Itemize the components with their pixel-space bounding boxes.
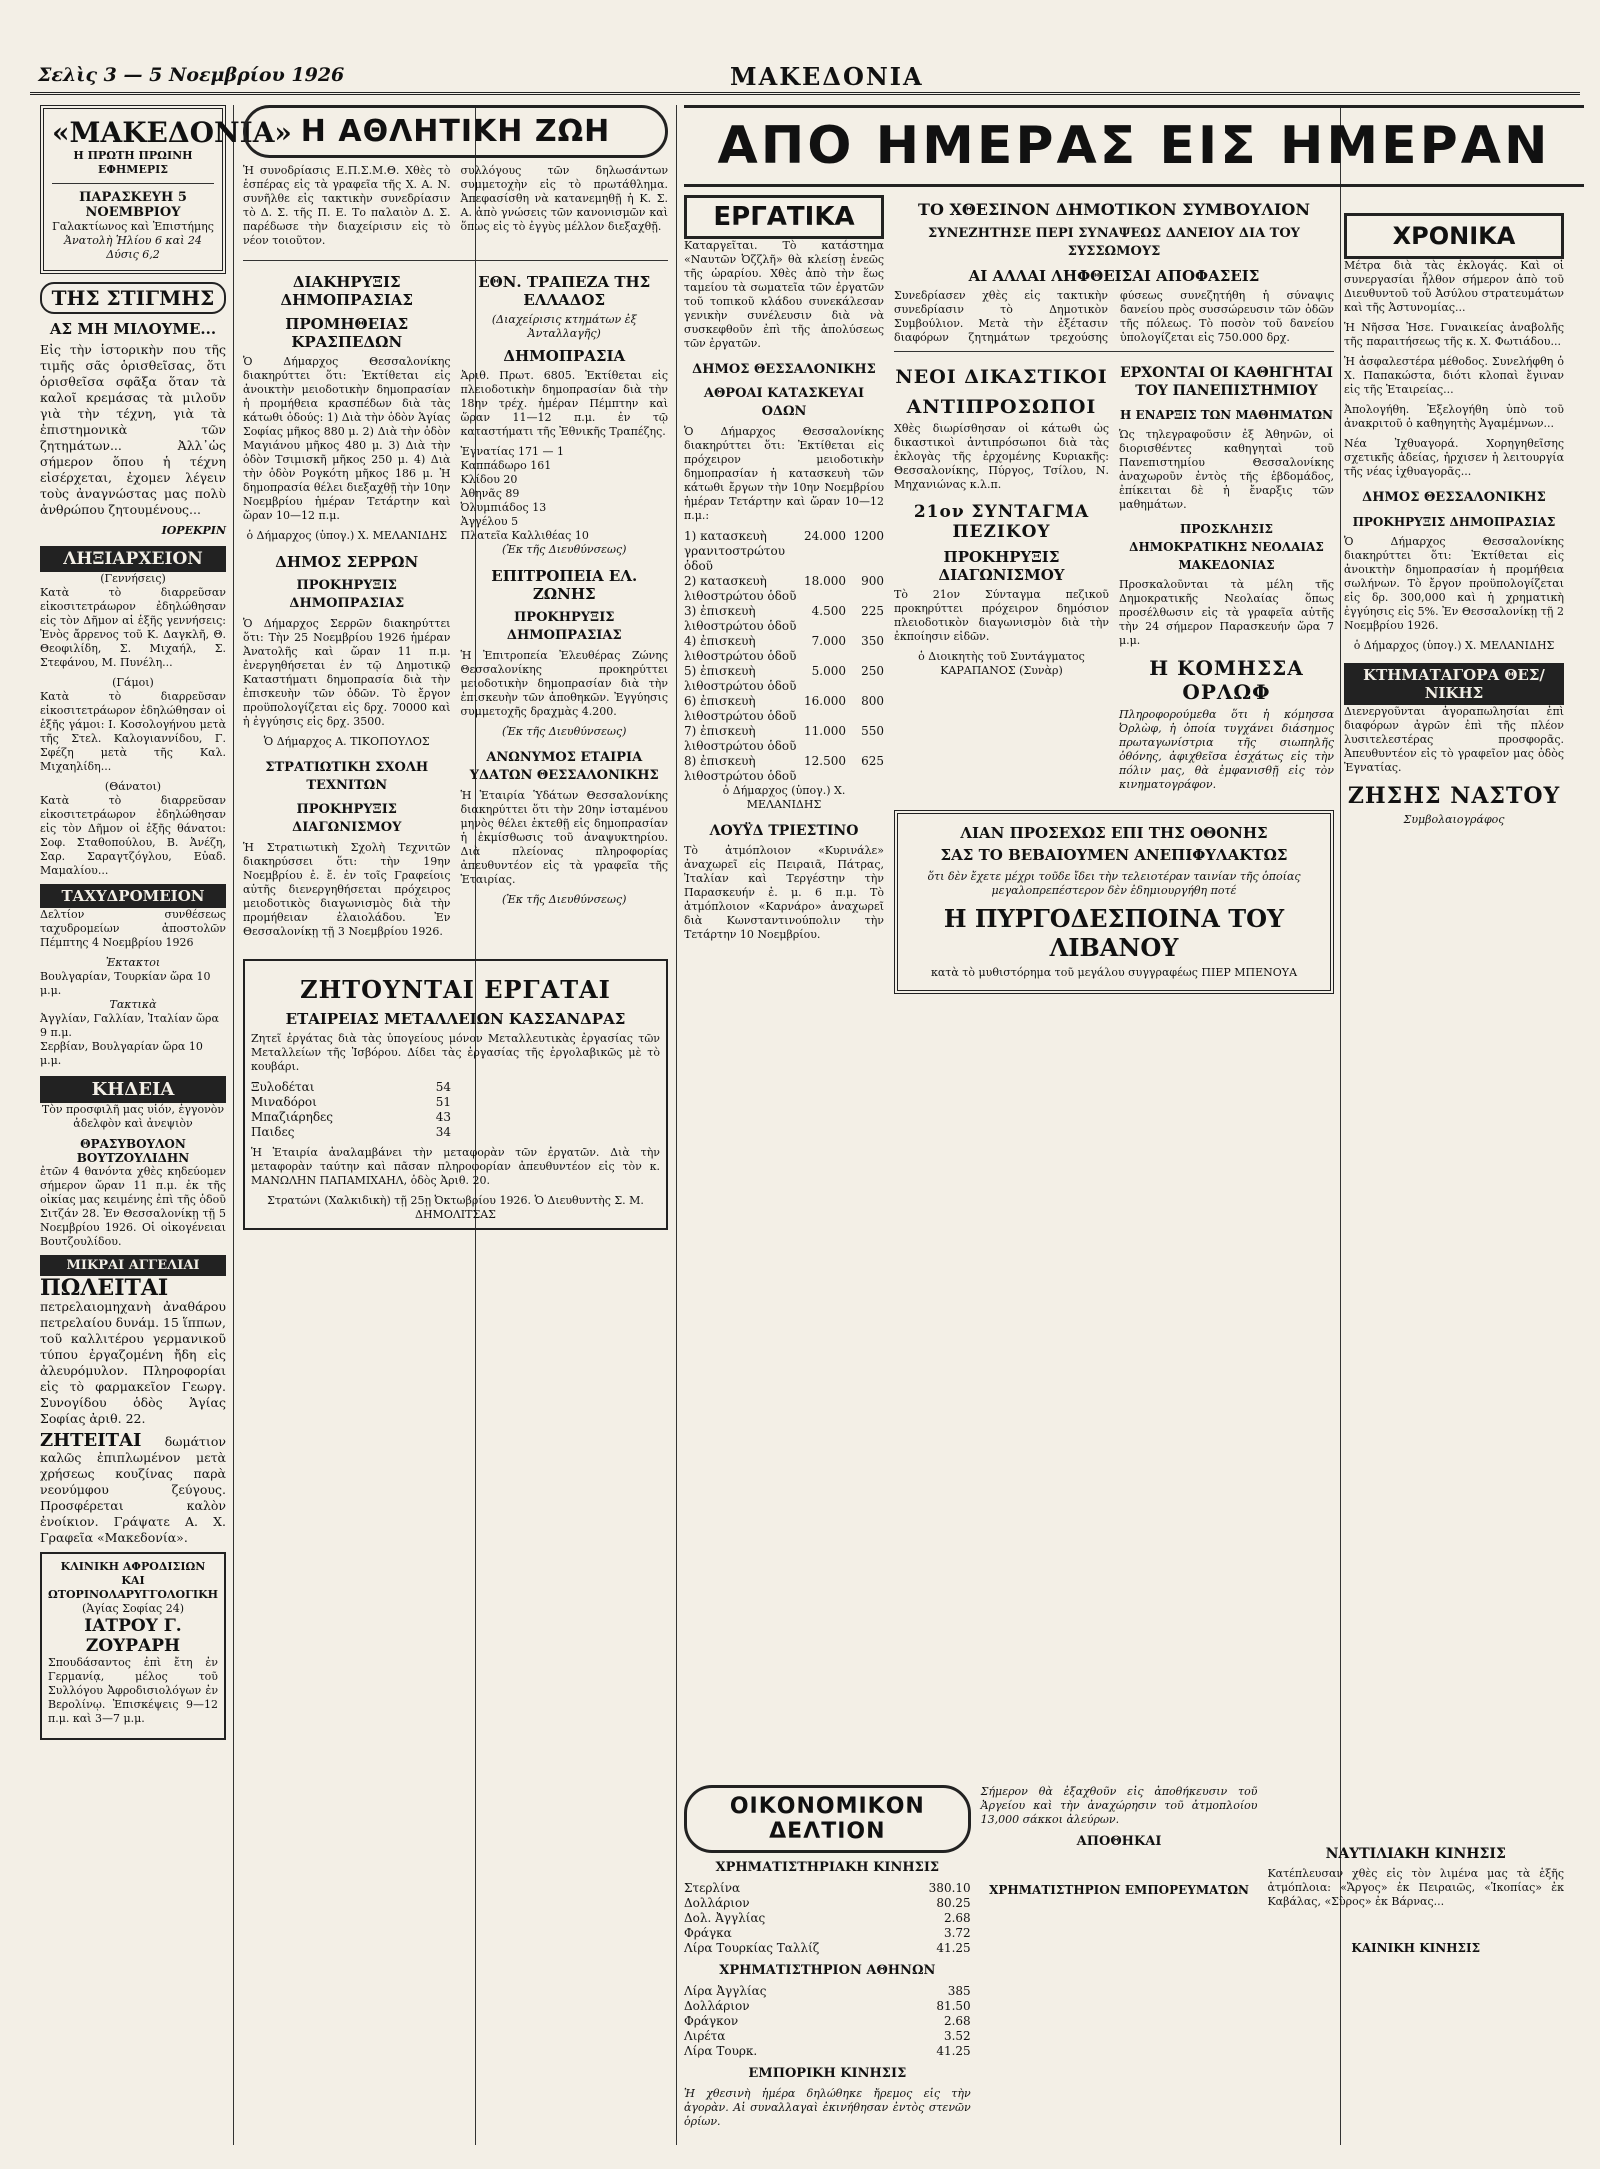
- taxydromeion-line: Ἀγγλίαν, Γαλλίαν, Ἰταλίαν ὥρα 9 π.μ.: [40, 1012, 219, 1039]
- lixiarxeion-deaths-text: Κατὰ τὸ διαρρεῦσαν εἰκοσιτετράωρον ἐδηλώθησαν εἰς τὸν Δῆμον οἱ ἑξῆς θάνατοι: Σοφ. Σταθοπούλου, Β. Ἀνέζη, Σαρ. Σαραγτζόγλου, Εὐαδ. Μαμαλίου...: [40, 794, 226, 877]
- dimos-serron-heading: ΔΗΜΟΣ ΣΕΡΡΩΝ: [275, 553, 419, 571]
- masthead-date: ΠΑΡΑΣΚΕΥΗ 5 ΝΟΕΜΒΡΙΟΥ: [79, 190, 187, 220]
- taxydromeion-line: Βουλγαρίαν, Τουρκίαν ὥρα 10 μ.μ.: [40, 970, 211, 997]
- ergatai-text-2: Ἡ Ἑταιρία ἀναλαμβάνει τὴν μεταφορὰν τῶν ἐργατῶν. Διὰ τὴν μεταφορὰν ταύτην καὶ πᾶσαν πληροφορίαν ἀπευθυντέον εἰς τὸν κ. ΜΑΝΩΛΗΝ ΠΑΠΑΜΙΧΑΗΛ, ὁδὸς Ἀριθ. 20.: [251, 1146, 660, 1187]
- xrima-row: Δολ. Ἀγγλίας 2.68: [684, 1911, 971, 1925]
- dimotiko-heading: ΤΟ ΧΘΕΣΙΝΟΝ ΔΗΜΟΤΙΚΟΝ ΣΥΜΒΟΥΛΙΟΝ: [918, 200, 1310, 219]
- dimos-thess-row: 6) ἐπισκευὴ λιθοστρώτου ὁδοῦ 16.000 800: [684, 694, 884, 723]
- lixiarxeion-births-label: (Γεννήσεις): [100, 572, 166, 585]
- kideia-heading: ΚΗΔΕΙΑ: [40, 1076, 226, 1103]
- bank-notice: [461, 267, 669, 945]
- notices-row-1: [243, 267, 668, 945]
- dimos-thess-row: 3) ἐπισκευὴ λιθοστρώτου ὁδοῦ 4.500 225: [684, 604, 884, 633]
- film-ad-line-1: ΛΙΑΝ ΠΡΟΣΕΧΩΣ ΕΠΙ ΤΗΣ ΟΘΟΝΗΣ: [960, 824, 1268, 842]
- ergatai-table: [251, 1080, 451, 1140]
- syntagma-subheading: ΠΡΟΚΗΡΥΞΙΣ ΔΙΑΓΩΝΙΣΜΟΥ: [938, 548, 1065, 584]
- column-rule: [676, 105, 677, 2145]
- dikastikoi-notice: [894, 358, 1109, 798]
- epitropi-heading: ΕΠΙΤΡΟΠΕΙΑ ΕΛ. ΖΩΝΗΣ: [491, 567, 638, 603]
- taxydromeion-heading: ΤΑΧΥΔΡΟΜΕΙΟΝ: [40, 884, 226, 908]
- dikastikoi-subheading: ΑΝΤΙΠΡΟΣΩΠΟΙ: [906, 396, 1097, 418]
- bank-line: Κλίδου 20: [460, 473, 518, 486]
- masthead-title: «ΜΑΚΕΔΟΝΙΑ»: [52, 116, 292, 149]
- dikastikoi-heading: ΝΕΟΙ ΔΙΚΑΣΤΙΚΟΙ: [895, 366, 1108, 388]
- dimos-thess-2-subheading: ΠΡΟΚΗΡΥΞΙΣ ΔΗΜΟΠΡΑΣΙΑΣ: [1352, 515, 1556, 529]
- syntagma-text: Τὸ 21ον Σύνταγμα πεζικοῦ προκηρύττει πρόχειρον δημόσιον πλειοδοτικὸν διαγωνισμὸν διὰ τὴν ἐκποίησιν εἰδῶν.: [894, 588, 1109, 643]
- center-notices: [894, 358, 1334, 798]
- ergatai-signature: Στρατώνι (Χαλκιδικὴ) τῇ 25ῃ Ὀκτωβρίου 1926. Ὁ Διευθυντὴς Σ. Μ. ΔΗΜΟΛΙΤΣΑΣ: [267, 1194, 644, 1221]
- bank-line: Καππάδωρο 161: [460, 459, 552, 472]
- ergatai-ad: [243, 959, 668, 1230]
- xrima-row: Λίρα Τουρκίας Ταλλίζ 41.25: [684, 1941, 971, 1955]
- mikrai-aggeliai-heading: ΜΙΚΡΑΙ ΑΓΓΕΛΙΑΙ: [40, 1255, 226, 1276]
- neolaia-text: Προσκαλοῦνται τὰ μέλη τῆς Δημοκρατικῆς Νεολαίας ὅπως προσέλθωσιν εἰς τὰ γραφεῖα αὐτῆς τὴν 24 σήμερον Παρασκευήν ὥρα 7 μ.μ.: [1119, 578, 1334, 647]
- film-ad-title: Η ΠΥΡΓΟΔΕΣΠΟΙΝΑ ΤΟΥ ΛΙΒΑΝΟΥ: [943, 904, 1285, 962]
- epitropi-signature: (Ἐκ τῆς Διευθύνσεως): [502, 725, 627, 738]
- masthead-sun: Ἀνατολὴ Ἡλίου 6 καὶ 24 Δύσις 6,2: [64, 234, 202, 261]
- xrima-row: Φράγκα 3.72: [684, 1926, 971, 1940]
- chronika-text: Ἡ Νῆσσα Ἠσε. Γυναικείας ἀναβολῆς τῆς παραιτήσεως τῆς κ. Χ. Φωτιάδου...: [1344, 321, 1564, 348]
- ergatika-heading: ΕΡΓΑΤΙΚΑ: [684, 195, 884, 239]
- kathigitai-text: Ὡς τηλεγραφοῦσιν ἐξ Ἀθηνῶν, οἱ διορισθέντες καθηγηταὶ τοῦ Πανεπιστημίου Θεσσαλονίκης ἀναχωροῦν ἐντὸς τῆς ἑβδομάδος, ἐπίκειται δὲ ἡ ἔναρξις τῶν μαθημάτων.: [1119, 428, 1334, 511]
- athens-row: Δολλάριον 81.50: [684, 1999, 971, 2013]
- stratiotiki-heading: ΣΤΡΑΤΙΩΤΙΚΗ ΣΧΟΛΗ ΤΕΧΝΙΤΩΝ: [265, 760, 429, 793]
- zitei-label: ΖΗΤΕΙΤΑΙ: [40, 1430, 142, 1451]
- dimotiko-subheading-2: ΑΙ ΑΛΛΑΙ ΛΗΦΘΕΙΣΑΙ ΑΠΟΦΑΣΕΙΣ: [968, 267, 1260, 285]
- paper-name: ΜΑΚΕΔΟΝΙΑ: [730, 62, 924, 91]
- oik-middle-text: Σήμερον θὰ ἐξαχθοῦν εἰς ἀποθήκευσιν τοῦ Ἀργείου καὶ τὴν ἀναχώρησιν τοῦ ἀτμοπλοίου 13,000 σάκκοι ἀλεύρων.: [980, 1785, 1258, 1826]
- nautiliaki-heading: ΝΑΥΤΙΛΙΑΚΗ ΚΙΝΗΣΙΣ: [1325, 1846, 1506, 1862]
- xrima-heading: ΧΡΗΜΑΤΙΣΤΗΡΙΑΚΗ ΚΙΝΗΣΙΣ: [715, 1860, 940, 1875]
- lixiarxeion-deaths-label: (Θάνατοι): [104, 780, 162, 793]
- diakiryxis-notice: [243, 267, 451, 945]
- lixiarxeion-births-text: Κατὰ τὸ διαρρεῦσαν εἰκοσιτετράωρον ἐδηλώθησαν εἰς τὸν Δῆμον αἱ ἑξῆς γεννήσεις: Ἐνὸς ἄρρενος τοῦ Κ. Δαγκλῆ, Θ. Θεοφιλίδη, Σ. Μιχαήλ, Σ. Στεφάνου, Μ. Πυνέλη...: [40, 586, 226, 669]
- athletics-text-a: Ἡ συνοδρίασις Ε.Π.Σ.Μ.Θ. Χθὲς τὸ ἑσπέρας εἰς τὰ γραφεῖα τῆς Χ. Α. Ν. συνῆλθε εἰς τακτικὴν συνεδρίασιν τὸ Δ. Σ. τῆς Π. Ε. Το παλαιὸν Δ. Σ. παρέδωσε τὴν διαχείρισιν εἰς τὸ νέον τοιοῦτον.: [243, 164, 451, 247]
- athens-row: Λιρέτα 3.52: [684, 2029, 971, 2043]
- column-2: [243, 105, 668, 1236]
- dimos-thess-2-heading: ΔΗΜΟΣ ΘΕΣΣΑΛΟΝΙΚΗΣ: [1362, 490, 1546, 505]
- column-1: [40, 105, 292, 1746]
- masthead-box: [40, 105, 292, 274]
- dimos-thess-row: 2) κατασκευὴ λιθοστρώτου ὁδοῦ 18.000 900: [684, 574, 884, 603]
- athens-row: Λίρα Τουρκ. 41.25: [684, 2044, 971, 2058]
- chronika-column: [1344, 195, 1564, 994]
- clinic-address: (Ἁγίας Σοφίας 24): [82, 1602, 184, 1615]
- oikonomikon-row: [684, 1785, 1564, 2135]
- ergatai-subheading: ΕΤΑΙΡΕΙΑΣ ΜΕΤΑΛΛΕΙΩΝ ΚΑΣΣΑΝΔΡΑΣ: [285, 1010, 626, 1028]
- orlof-heading: Η ΚΟΜΗΣΣΑ ΟΡΛΩΦ: [1149, 656, 1304, 704]
- bank-demoprasia: ΔΗΜΟΠΡΑΣΙΑ: [503, 347, 626, 365]
- ergatai-row: Μπαζιάρηδες 43: [251, 1110, 451, 1124]
- lloyd-text: Τὸ ἀτμόπλοιον «Κυρινάλε» ἀναχωρεῖ εἰς Πειραιᾶ, Πάτρας, Ἰταλίαν καὶ Τεργέστην τὴν Παρασκευήν ἐ. μ. 6 π.μ. Τὸ ἀτμόπλοιον «Καρνάρο» ἀναχωρεῖ διὰ Κωνσταντινούπολιν τὴν Τετάρτην 10 Νοεμβρίου.: [684, 844, 884, 941]
- emporiki-text: Ἡ χθεσινὴ ἡμέρα δηλώθηκε ἤρεμος εἰς τὴν ἀγορὰν. Αἱ συναλλαγαὶ ἐκινήθησαν ἐντὸς στενῶν ὁρίων.: [684, 2087, 971, 2128]
- taxydromeion-line: Σερβίαν, Βουλγαρίαν ὥρα 10 μ.μ.: [40, 1040, 203, 1067]
- stigmi-signature: ΙΟΡΕΚΡΙΝ: [161, 524, 226, 537]
- oikonomikon-section: [684, 1785, 1564, 2135]
- ergatika-text: Καταργεῖται. Τὸ κατάστημα «Ναυτῶν Ὀζζλῆ» θὰ κλείσῃ ἐνεῶς τῆς ὡραρίου. Χθὲς ἀπὸ τὴν ἕως ταμείου τὰ σωματεῖα τῶν ἐργατῶν τοῦ τοπικοῦ κλάδου συνεκάλεσαν γενικὴν συνέλευσιν διὰ νὰ συσκεφθοῦν ἐπὶ τῆς ἀπολύσεως τῶν ἐργατῶν.: [684, 239, 884, 350]
- taxydromeion-sub: Ἐκτακτοι: [105, 956, 161, 969]
- kathigitai-heading: ΕΡΧΟΝΤΑΙ ΟΙ ΚΑΘΗΓΗΤΑΙ ΤΟΥ ΠΑΝΕΠΙΣΤΗΜΙΟΥ: [1120, 365, 1333, 399]
- serron-signature: Ὁ Δήμαρχος Α. ΤΙΚΟΠΟΥΛΟΣ: [263, 735, 430, 748]
- apo-imeras-banner: ΑΠΟ ΗΜΕΡΑΣ ΕΙΣ ΗΜΕΡΑΝ: [684, 105, 1584, 187]
- ergatai-heading: ΖΗΤΟΥΝΤΑΙ ΕΡΓΑΤΑΙ: [300, 975, 611, 1004]
- bank-subheading: (Διαχείρισις κτημάτων ἐξ Ἀνταλλαγῆς): [491, 313, 637, 340]
- athens-row: Φράγκον 2.68: [684, 2014, 971, 2028]
- ergatai-row: Παιδες 34: [251, 1125, 451, 1139]
- dimos-thess-row: 8) ἐπισκευὴ λιθοστρώτου ὁδοῦ 12.500 625: [684, 754, 884, 783]
- dimos-thess-text: Ὁ Δήμαρχος Θεσσαλονίκης διακηρύττει ὅτι: Ἐκτίθεται εἰς πρόχειρον μειοδοτικὴν δημοπρασίαν ἡ κατασκευὴ τῶν κάτωθι ἔργων τὴν 10ην Νοεμβρίου ἡμέραν Τετάρτην καὶ ὥραν 10—12 π.μ.:: [684, 425, 884, 522]
- xrima-row: Στερλίνα 380.10: [684, 1881, 971, 1895]
- film-ad-author: κατὰ τὸ μυθιστόρημα τοῦ μεγάλου συγγραφέως ΠΙΕΡ ΜΠΕΝΟΥΑ: [930, 966, 1298, 979]
- dimos-thess-2-signature: ὁ Δήμαρχος (ὑπογ.) Χ. ΜΕΛΑΝΙΔΗΣ: [1353, 639, 1555, 652]
- taxydromeion-line: Τακτικὰ: [109, 998, 157, 1011]
- film-ad: [894, 810, 1334, 994]
- serron-text: Ὁ Δήμαρχος Σερρῶν διακηρύττει ὅτι: Τὴν 25 Νοεμβρίου 1926 ἡμέραν Ἀνατολῆς καὶ ὥραν 11 π.μ. ἐνεργηθήσεται ἐν τῷ Δημοτικῷ Καταστήματι δημοπρασία διὰ τὴν ἐπισκευὴν τῶν ὁδῶν. Τὸ ἔργον προϋπολογίζεται εἰς δρχ. 70000 καὶ ἡ ἐγγύησις εἰς δρχ. 3500.: [243, 617, 451, 728]
- chronika-text: Μέτρα διὰ τὰς ἐκλογάς. Καὶ οἱ συνεργασίαι ἦλθον σήμερον ἀπὸ τοῦ Διευθυντοῦ τοῦ Ἀσύλου στρατευμάτων καὶ τῆς Ἀστυνομίας...: [1344, 259, 1564, 314]
- dimos-thess-2-text: Ὁ Δήμαρχος Θεσσαλονίκης διακηρύττει ὅτι: Ἐκτίθεται εἰς ἀνοικτὴν δημοπρασίαν ἡ προμήθεια σωλήνων. Τὸ ἔργον προϋπολογίζεται εἰς δρ. 300,000 καὶ ἡ χρηματικὴ ἐγγύησις εἰς 5%. Ἐν Θεσσαλονίκῃ τῇ 2 Νοεμβρίου 1926.: [1344, 535, 1564, 632]
- neolaia-heading: ΠΡΟΣΚΛΗΣΙΣ ΔΗΜΟΚΡΑΤΙΚΗΣ ΝΕΟΛΑΙΑΣ ΜΑΚΕΔΟΝΙΑΣ: [1129, 522, 1324, 572]
- taxydromeion-text: Δελτίον συνθέσεως ταχυδρομείων ἀποστολῶν Πέμπτης 4 Νοεμβρίου 1926: [40, 908, 226, 949]
- kathigitai-notice: [1119, 358, 1334, 798]
- ergatai-row: Ξυλοδέται 54: [251, 1080, 451, 1094]
- stigmi-subheading: ΑΣ ΜΗ ΜΙΛΟΥΜΕ...: [49, 320, 217, 338]
- syntagma-heading: 21ον ΣΥΝΤΑΓΜΑ ΠΕΖΙΚΟΥ: [913, 502, 1090, 542]
- stigmi-heading: ΤΗΣ ΣΤΙΓΜΗΣ: [40, 282, 226, 314]
- masthead-saints: Γαλακτίωνος καὶ Ἐπιστήμης: [52, 220, 214, 233]
- kainiki-heading: ΚΑΙΝΙΚΗ ΚΙΝΗΣΙΣ: [1351, 1941, 1481, 1955]
- bank-line: Ἀθηνᾶς 89: [460, 487, 520, 500]
- athens-heading: ΧΡΗΜΑΤΙΣΤΗΡΙΟΝ ΑΘΗΝΩΝ: [719, 1963, 936, 1978]
- kideia-text-2: ἐτῶν 4 θανόντα χθὲς κηδεύομεν σήμερον ὥραν 11 π.μ. ἐκ τῆς οἰκίας μας κειμένης ἐπὶ τῆς ὁδοῦ Σιτζάν 28. Ἐν Θεσσαλονίκῃ τῇ 5 Νοεμβρίου 1926. Οἱ οἰκογένειαι Βουτζουλίδου.: [40, 1165, 226, 1248]
- kathigitai-subheading: Η ΕΝΑΡΞΙΣ ΤΩΝ ΜΑΘΗΜΑΤΩΝ: [1120, 408, 1333, 422]
- poleitai-ad: [40, 1275, 227, 1427]
- bank-line: Πλατεῖα Καλλιθέας 10: [460, 529, 589, 542]
- epitropi-text: Ἡ Ἐπιτροπεία Ἐλευθέρας Ζώνης Θεσσαλονίκης προκηρύττει μειοδοτικὴν δημοπρασίαν διὰ τὴν ἐπισκευὴν τῶν ἀποθηκῶν. Ἐγγύησις συμμετοχῆς δραχμὰς 4.200.: [460, 649, 668, 718]
- film-ad-line-2: ΣΑΣ ΤΟ ΒΕΒΑΙΟΥΜΕΝ ΑΝΕΠΙΦΥΛΑΚΤΩΣ: [940, 846, 1288, 864]
- dimos-thess-row: 5) ἐπισκευὴ λιθοστρώτου ὁδοῦ 5.000 250: [684, 664, 884, 693]
- dimos-thess-subheading: ΑΘΡΟΑΙ ΚΑΤΑΣΚΕΥΑΙ ΟΔΩΝ: [703, 386, 865, 419]
- orlof-text: Πληροφορούμεθα ὅτι ἡ κόμησσα Ὀρλὼφ, ἡ ὁποία τυγχάνει διάσημος πρωταγωνίστρια τῆς σιωπηλῆς ὀθόνης, ἀφιχθεῖσα ἐσχάτως εἰς τὴν πόλιν μας, θὰ ἐμφανισθῇ εἰς τὸν κινηματογράφον.: [1119, 708, 1334, 791]
- page-label: Σελὶς 3 — 5 Νοεμβρίου 1926: [38, 64, 345, 86]
- dimos-thess-row: 1) κατασκευὴ γρανιτοστρώτου ὁδοῦ 24.000 1200: [684, 529, 884, 573]
- dimos-thess-row: 7) ἐπισκευὴ λιθοστρώτου ὁδοῦ 11.000 550: [684, 724, 884, 753]
- ktimatagora-heading: ΚΤΗΜΑΤΑΓΟΡΑ ΘΕΣ/ΝΙΚΗΣ: [1344, 663, 1564, 705]
- diakiryxis-subheading: ΠΡΟΜΗΘΕΙΑΣ ΚΡΑΣΠΕΔΩΝ: [285, 315, 409, 351]
- zisis-name: ΖΗΣΗΣ ΝΑΣΤΟΥ: [1347, 783, 1561, 809]
- lixiarxeion-weddings-label: (Γάμοι): [112, 676, 154, 689]
- serron-subheading: ΠΡΟΚΗΡΥΞΙΣ ΔΗΜΟΠΡΑΣΙΑΣ: [289, 578, 405, 611]
- lixiarxeion-weddings-text: Κατὰ τὸ διαρρεῦσαν εἰκοσιτετράωρον ἐδηλώθησαν οἱ ἑξῆς γάμοι: Ι. Κοσολογήνου μετὰ τῆς Στελ. Καλογιαννίδου, Γ. Σφέζη μετὰ τῆς Καλ. Μιχαηλίδη...: [40, 690, 226, 773]
- bank-text: Ἀριθ. Πρωτ. 6805. Ἐκτίθεται εἰς πλειοδοτικὴν δημοπρασίαν διὰ τὴν 18ην τρέχ. ἡμέραν Πέμπτην καὶ ὥραν 11—12 π.μ. ἐν τῷ καταστήματι τῆς Ἐθνικῆς Τραπέζης.: [460, 369, 668, 438]
- athletics-text-b: συλλόγους τῶν δηλωσάντων συμμετοχὴν εἰς τὸ πρωτάθλημα. Ἀπεφασίσθη νὰ κατανεμηθῇ ἡ Κ. Σ. Α. ἀπὸ γνώσεις τῶν κανονισμῶν καὶ ὅπως εἰς τὸ ἐγγὺς μέλλον διεξαχθῇ.: [460, 164, 668, 233]
- bank-line: Ὀλυμπιάδος 13: [460, 501, 547, 514]
- emporevm-heading: ΧΡΗΜΑΤΙΣΤΗΡΙΟΝ ΕΜΠΟΡΕΥΜΑΤΩΝ: [989, 1883, 1250, 1897]
- emporiki-heading: ΕΜΠΟΡΙΚΗ ΚΙΝΗΣΙΣ: [748, 2066, 907, 2081]
- diakiryxis-signature: ὁ Δήμαρχος (ὑπογ.) Χ. ΜΕΛΑΝΙΔΗΣ: [246, 529, 448, 542]
- ydaton-signature: (Ἐκ τῆς Διευθύνσεως): [502, 893, 627, 906]
- zitei-ad: [40, 1430, 226, 1546]
- bank-heading: ΕΘΝ. ΤΡΑΠΕΖΑ ΤΗΣ ΕΛΛΑΔΟΣ: [478, 273, 651, 309]
- dimos-thess-row: 4) ἐπισκευὴ λιθοστρώτου ὁδοῦ 7.000 350: [684, 634, 884, 663]
- stigmi-text: Εἰς τὴν ἱστορικὴν που τῆς τιμῆς σᾶς ὁρισθεῖσας, ὅτι ὁρισθεῖσα σφᾶξα ὅταν τὰ καλοῖ κρεμάσας τὰ μιλοῦν γιὰ τὴν τέχνη, γιὰ τὰ ἐπιστημονικὰ τῶν ζητημάτων... Ἀλλ᾽ὡς σήμερον ὅπου ἡ τέχνη εἰσέρχεται, ἐχομεν λέγειν τοὺς ἀναγνώστας μας πολὺ ἀνθρώπου ζητουμένους...: [40, 342, 226, 517]
- xrima-row: Δολλάριον 80.25: [684, 1896, 971, 1910]
- dimotiko-subheading: ΣΥΝΕΖΗΤΗΣΕ ΠΕΡΙ ΣΥΝΑΨΕΩΣ ΔΑΝΕΙΟΥ ΔΙΑ ΤΟΥ ΣΥΣΣΩΜΟΥΣ: [928, 226, 1300, 259]
- center-news-column: [894, 195, 1334, 994]
- chronika-text: Νέα Ἰχθυαγορά. Χορηγηθεῖσης σχετικῆς ἀδείας, ἠρχισεν ἡ λειτουργία τῆς νέας ἰχθυαγορᾶς...: [1344, 437, 1564, 478]
- chronika-text: Ἀπολογήθη. Ἐξελογήθη ὑπὸ τοῦ ἀνακριτοῦ ὁ καθηγητὴς Ἀγαμέμνων...: [1344, 403, 1564, 430]
- stratiotiki-subheading: ΠΡΟΚΗΡΥΞΙΣ ΔΙΑΓΩΝΙΣΜΟΥ: [292, 802, 402, 835]
- stratiotiki-text: Ἡ Στρατιωτικὴ Σχολὴ Τεχνιτῶν διακηρύσσει ὅτι: τὴν 19ην Νοεμβρίου ἐ. ἔ. ἐν τοῖς Γραφείοις αὐτῆς διενεργηθήσεται πρόχειρος μειοδοτικὸς διαγωνισμὸς διὰ τὴν προμήθειαν ἐλαιολάδου. Ἐν Θεσσαλονίκῃ τῇ 3 Νοεμβρίου 1926.: [243, 841, 451, 938]
- kideia-name: ΘΡΑΣΥΒΟΥΛΟΝ ΒΟΥΤΖΟΥΛΙΔΗΝ: [76, 1137, 190, 1165]
- ergatai-row: Μιναδόροι 51: [251, 1095, 451, 1109]
- dimos-thess-heading: ΔΗΜΟΣ ΘΕΣΣΑΛΟΝΙΚΗΣ: [692, 362, 876, 377]
- clinic-ad: [40, 1552, 226, 1740]
- ydaton-heading: ΑΝΩΝΥΜΟΣ ΕΤΑΙΡΙΑ ΥΔΑΤΩΝ ΘΕΣΣΑΛΟΝΙΚΗΣ: [469, 750, 659, 783]
- dikastikoi-text: Χθὲς διωρίσθησαν οἱ κάτωθι ὡς δικαστικοὶ ἀντιπρόσωποι διὰ τὰς ἐκλογὰς τῆς ἐρχομένης Κυριακῆς: Θεσσαλονίκης, Πύργος, Τσίλου, Ν. Μηχανιώνας κ.λ.π.: [894, 422, 1109, 491]
- oikonomikon-heading: ΟΙΚΟΝΟΜΙΚΟΝ ΔΕΛΤΙΟΝ: [684, 1785, 971, 1853]
- chronika-text: Ἡ ἀσφαλεστέρα μέθοδος. Συνελήφθη ὁ Χ. Παπακώστα, διότι κλοπαὶ ἔγιναν εἰς τῆς Ἑταιρείας...: [1344, 355, 1564, 396]
- ergatika-column: [684, 195, 884, 994]
- dimos-thess-table: [684, 529, 884, 784]
- nautiliaki-text: Κατέπλευσαν χθὲς εἰς τὸν λιμένα μας τὰ ἑξῆς ἀτμόπλοια: «Ἄργος» ἐκ Πειραιῶς, «Ἱκοπίας» ἐκ Καβάλας, «Σὺρος» ἐκ Βάρνας...: [1267, 1867, 1564, 1908]
- clinic-heading: ΚΛΙΝΙΚΗ ΑΦΡΟΔΙΣΙΩΝ ΚΑΙ ΩΤΟΡΙΝΟΛΑΡΥΓΓΟΛΟΓΙΚΗ: [48, 1560, 219, 1601]
- dimotiko-text: Συνεδρίασεν χθὲς εἰς τακτικὴν συνεδρίασιν τὸ Δημοτικὸν Συμβούλιον. Μετὰ τὴν ἐξέτασιν διαφόρων ζητημάτων τρεχούσης φύσεως συνεζητήθη ἡ σύναψις δανείου πρὸς συσσώρευσιν τῶν ὁδῶν τῆς πόλεως. Τὸ ποσὸν τοῦ δανείου ὑπολογίζεται εἰς 750.000 δρχ.: [894, 289, 1334, 344]
- chronika-heading: ΧΡΟΝΙΚΑ: [1344, 213, 1564, 259]
- oikonomikon-middle: [981, 1785, 1258, 2135]
- ergatai-text: Ζητεῖ ἐργάτας διὰ τὰς ὑπογείους μόνον Μεταλλευτικὰς ἐργασίας τῶν Μεταλλείων τῆς Ἰσβόρου. Δίδει τὰς ἐργασίας τῆς ἐργολαβικῶς μὲ τὸ κουβάρι.: [251, 1032, 660, 1073]
- oikonomikon-right: [1267, 1785, 1564, 2135]
- epitropi-subheading: ΠΡΟΚΗΡΥΞΙΣ ΔΗΜΟΠΡΑΣΙΑΣ: [506, 610, 622, 643]
- zisis-subtitle: Συμβολαιογράφος: [1403, 813, 1505, 826]
- ydaton-text: Ἡ Ἑταιρία Ὑδάτων Θεσσαλονίκης διακηρύττει ὅτι τὴν 20ην ἰσταμένου μηνὸς θέλει ἐκτεθῇ εἰς δημοπρασίαν ἡ ἐκμίσθωσις τοῦ ἀναψυκτηρίου. Διὰ πλείονας πληροφορίας ἀπευθυντέον εἰς τὰ γραφεῖα τῆς Ἑταιρίας.: [460, 789, 668, 886]
- bank-line: Ἀγγέλου 5: [460, 515, 519, 528]
- lixiarxeion-heading: ΛΗΞΙΑΡΧΕΙΟΝ: [40, 546, 226, 572]
- apothikai-heading: ΑΠΟΘΗΚΑΙ: [1076, 1834, 1162, 1849]
- poleitai-label: ΠΩΛΕΙΤΑΙ: [40, 1275, 169, 1301]
- lloyd-heading: ΛΟΥΫΔ ΤΡΙΕΣΤΙΝΟ: [709, 823, 859, 839]
- dimos-thess-signature: ὁ Δήμαρχος (ὑπογ.) Χ. ΜΕΛΑΝΙΔΗΣ: [722, 784, 846, 811]
- main-news-row: [684, 195, 1584, 994]
- oikonomikon-left: [684, 1785, 971, 2135]
- clinic-doctor: ΙΑΤΡΟΥ Γ. ΖΟΥΡΑΡΗ: [84, 1616, 182, 1656]
- bank-line: Ἐγνατίας 171 — 1: [460, 445, 565, 458]
- athens-row: Λίρα Ἀγγλίας 385: [684, 1984, 971, 1998]
- poleitai-text: πετρελαιομηχανὴ ἀναθάρου πετρελαίου δυνάμ. 15 ἵππων, τοῦ καλλιτέρου γερμανικοῦ τύπου ἐργαζομένη ἤδη εἰς ἀλευρόμυλον. Πληροφορίαι εἰς τὸ φαρμακεῖον Γεωργ. Συνογίδου ὁδὸς Ἁγίας Σοφίας ἀριθ. 22.: [40, 1299, 227, 1426]
- film-ad-line-3: ὅτι δὲν ἔχετε μέχρι τοῦδε ἴδει τὴν τελειοτέραν ταινίαν τῆς ὁποίας μεγαλοπρεπέστερον δὲν ἐδημιουργήθη ποτέ: [927, 870, 1301, 897]
- column-3: [684, 105, 1584, 2128]
- bank-signature: (Ἐκ τῆς Διευθύνσεως): [502, 543, 627, 556]
- page-header: [30, 58, 1580, 95]
- syntagma-signature: ὁ Διοικητὴς τοῦ Συντάγματος ΚΑΡΑΠΑΝΟΣ (Συνὰρ): [918, 650, 1085, 677]
- diakiryxis-heading: ΔΙΑΚΗΡΥΞΙΣ ΔΗΜΟΠΡΑΣΙΑΣ: [280, 273, 413, 309]
- ktimatagora-text: Διενεργοῦνται ἀγοραπωλησίαι ἐπὶ διαφόρων ἀγρῶν ἐπὶ τῆς πλέον λυσιτελεστέρας προσφορᾶς. Ἀπευθυντέον εἰς τὸ γραφεῖον μας ὁδὸς Ἐγνατίας.: [1344, 705, 1564, 774]
- masthead-subtitle: Η ΠΡΩΤΗ ΠΡΩΙΝΗ ΕΦΗΜΕΡΙΣ: [73, 149, 193, 176]
- athletics-banner: Η ΑΘΛΗΤΙΚΗ ΖΩΗ: [243, 105, 668, 158]
- diakiryxis-text: Ὁ Δήμαρχος Θεσσαλονίκης διακηρύττει ὅτι: Ἐκτίθεται εἰς ἀνοικτὴν μειοδοτικὴν δημοπρασίαν ἡ προμήθεια κρασπέδων διὰ τὰς κάτωθι ὁδούς: 1) Διὰ τὴν ὁδὸν Ἁγίας Σοφίας μῆκος 880 μ. 2) Διὰ τὴν ὁδὸν Μαγιάνου μῆκος 480 μ. 3) Διὰ τὴν ὁδὸν Τσιμισκῆ μῆκος 250 μ. 4) Διὰ τὴν ὁδὸν Ρογκότη μῆκος 186 μ. Ἡ δημοπρασία θέλει διεξαχθῇ τὴν 10ην Νοεμβρίου ἡμέραν Τετάρτην καὶ ὥραν 10—12 π.μ.: [243, 355, 451, 522]
- kideia-text: Τὸν προσφιλῆ μας υἱόν, ἐγγονὸν ἀδελφὸν καὶ ἀνεψιὸν: [41, 1103, 225, 1130]
- zitei-text: δωμάτιον καλῶς ἐπιπλωμένον μετὰ χρήσεως κουζίνας παρὰ νεονύμφου ζεύγους. Προσφέρεται καλὸν ἐνοίκιον. Γράψατε Α. Χ. Γραφεῖα «Μακεδονία».: [40, 1434, 226, 1545]
- clinic-text: Σπουδάσαντος ἐπὶ ἔτη ἐν Γερμανίᾳ, μέλος τοῦ Συλλόγου Ἀφροδισιολόγων ἐν Βερολίνῳ. Ἐπισκέψεις 9—12 π.μ. καὶ 3—7 μ.μ.: [48, 1656, 218, 1725]
- column-rule: [233, 105, 234, 2145]
- athletics-columns: [243, 164, 668, 254]
